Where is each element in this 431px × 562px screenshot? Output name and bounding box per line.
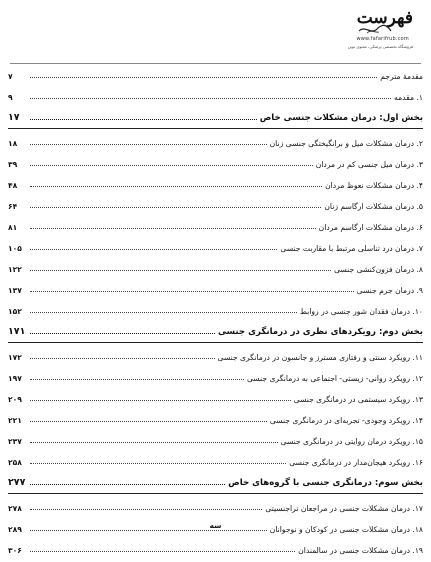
toc-entry-title: ۵. درمان مشکلات ارگاسم زنان [324,202,423,211]
toc-entry [8,281,423,295]
toc-page-number: ۱۸ [8,139,18,148]
toc-entry-title: ۳. درمان میل جنسی کم در مردان [315,160,423,169]
toc-entry [8,197,423,211]
toc-entry-title: ۴. درمان مشکلات نعوظ مردان [325,181,423,190]
toc-entry-title: بخش دوم: رویکردهای نظری در درمانگری جنسی [217,327,423,337]
toc-entry [8,348,423,362]
toc-entry [8,432,423,446]
toc-page-number: ۱۰۵ [8,244,22,253]
toc-page-number: ۲۵۸ [8,458,22,467]
toc-section-heading [8,474,423,488]
dot-leader [30,165,313,166]
toc-entry [8,369,423,383]
toc-page-number: ۱۳۷ [8,286,22,295]
toc-entry [8,67,423,81]
section-divider [8,128,423,129]
toc-entry-title: بخش اول: درمان مشکلات جنسی خاص [259,113,423,123]
dot-leader [30,249,277,250]
toc-section-heading [8,109,423,123]
logo-website: www.fafarifrub.com [356,36,409,42]
toc-page-number: ۱۷۱ [8,326,26,337]
dot-leader [30,207,321,208]
dot-leader [30,551,295,552]
dot-leader [30,228,316,229]
toc-page-number: ۳۰۶ [8,546,22,555]
dot-leader [30,421,267,422]
toc-entry [8,453,423,467]
toc-entry-title: ۱۲. رویکرد روانی- زیستی- اجتماعی به درمانگری جنسی [246,374,423,383]
toc-entry-title: ۱۱. رویکرد سنتی و رفتاری مسترز و جانسون در درمانگری جنسی [217,353,423,362]
section-divider [8,342,423,343]
toc-entry [8,88,423,102]
toc-page-number: ۲۷۸ [8,504,22,513]
toc-entry-title: ۷. درمان درد تناسلی مرتبط با مقاربت جنسی [280,244,423,253]
toc-page-number: ۹ [8,93,13,102]
page-number: سه [209,521,222,530]
toc-entry-title: ۱۰. درمان فقدان شور جنسی در روابط [299,307,423,316]
toc-entry [8,134,423,148]
toc-page-number: ۱۵۲ [8,307,22,316]
toc-page-number: ۱۷ [8,112,20,123]
toc-page-number: ۷ [8,72,13,81]
toc-entry-title: ۶. درمان مشکلات ارگاسم مردان [318,223,423,232]
dot-leader [30,358,215,359]
logo-tagline: فروشگاه تخصصی پزشکی، معنوی نوین [347,44,413,49]
dot-leader [30,270,331,271]
dot-leader [30,379,244,380]
dot-leader [30,98,391,99]
toc-section-heading [8,323,423,337]
toc-entry [8,239,423,253]
toc-page-number: ۱۷۲ [8,353,22,362]
toc-page-number: ۴۸ [8,181,18,190]
toc-entry [8,260,423,274]
toc-entry-title: ۱۴. رویکرد وجودی- تجربه‌ای در درمانگری جنسی [269,416,423,425]
publisher-logo [335,8,413,52]
toc-entry-title: ۱۷. درمان مشکلات جنسی در مراجعان تراجنسیتی [265,504,423,513]
header-divider [10,63,421,64]
toc-entry [8,411,423,425]
toc-entry [8,499,423,513]
toc-entry [8,390,423,404]
toc-entry-title: بخش سوم: درمانگری جنسی با گروه‌های خاص [228,478,423,488]
toc-page-number: ۲۷۷ [8,477,26,488]
dot-leader [30,186,322,187]
toc-entry [8,155,423,169]
toc-entry [8,218,423,232]
toc-page-number: ۲۰۹ [8,395,22,404]
toc-entry-title: ۱۸. درمان مشکلات جنسی در کودکان و نوجوانان [269,525,423,534]
dot-leader [30,442,278,443]
toc-entry [8,176,423,190]
dot-leader [30,463,286,464]
dot-leader [30,333,215,334]
toc-entry-title: ۲. درمان مشکلات میل و برانگیختگی جنسی زنان [269,139,423,148]
dot-leader [30,291,354,292]
toc-page-number: ۲۸۹ [8,525,22,534]
toc-entry-title: ۹. درمان جرم جنسی [356,286,423,295]
dot-leader [30,77,377,78]
dot-leader [30,484,225,485]
toc-page-number: ۱۹۷ [8,374,22,383]
logo-title: فهرست [356,8,413,28]
dot-leader [30,144,267,145]
toc-page-number: ۸۱ [8,223,18,232]
toc-entry [8,541,423,555]
toc-entry [8,302,423,316]
section-divider [8,493,423,494]
toc-page-number: ۲۲۱ [8,416,22,425]
toc-entry-title: ۱۶. رویکرد هیجان‌مدار در درمانگری جنسی [289,458,423,467]
toc-page-number: ۱۲۲ [8,265,22,274]
toc-entry-title: ۸. درمان فزون‌کنشی جنسی [334,265,423,274]
dot-leader [30,530,267,531]
toc-entry-title: ۱۵. رویکرد درمان روایتی در درمانگری جنسی [280,437,423,446]
toc-entry-title: ۱۳. رویکرد سیستمی در درمانگری جنسی [293,395,423,404]
dot-leader [30,509,262,510]
toc-page-number: ۲۳۷ [8,437,22,446]
table-of-contents [8,67,423,562]
logo-swirl-icon [357,23,393,35]
toc-page-number: ۳۹ [8,160,18,169]
dot-leader [30,400,291,401]
dot-leader [30,312,297,313]
toc-page-number: ۶۴ [8,202,18,211]
toc-entry-title: ۱. مقدمه [394,93,423,102]
toc-entry-title: مقدمهٔ مترجم [380,72,423,81]
toc-entry-title: ۱۹. درمان مشکلات جنسی در سالمندان [298,546,423,555]
dot-leader [30,119,257,120]
